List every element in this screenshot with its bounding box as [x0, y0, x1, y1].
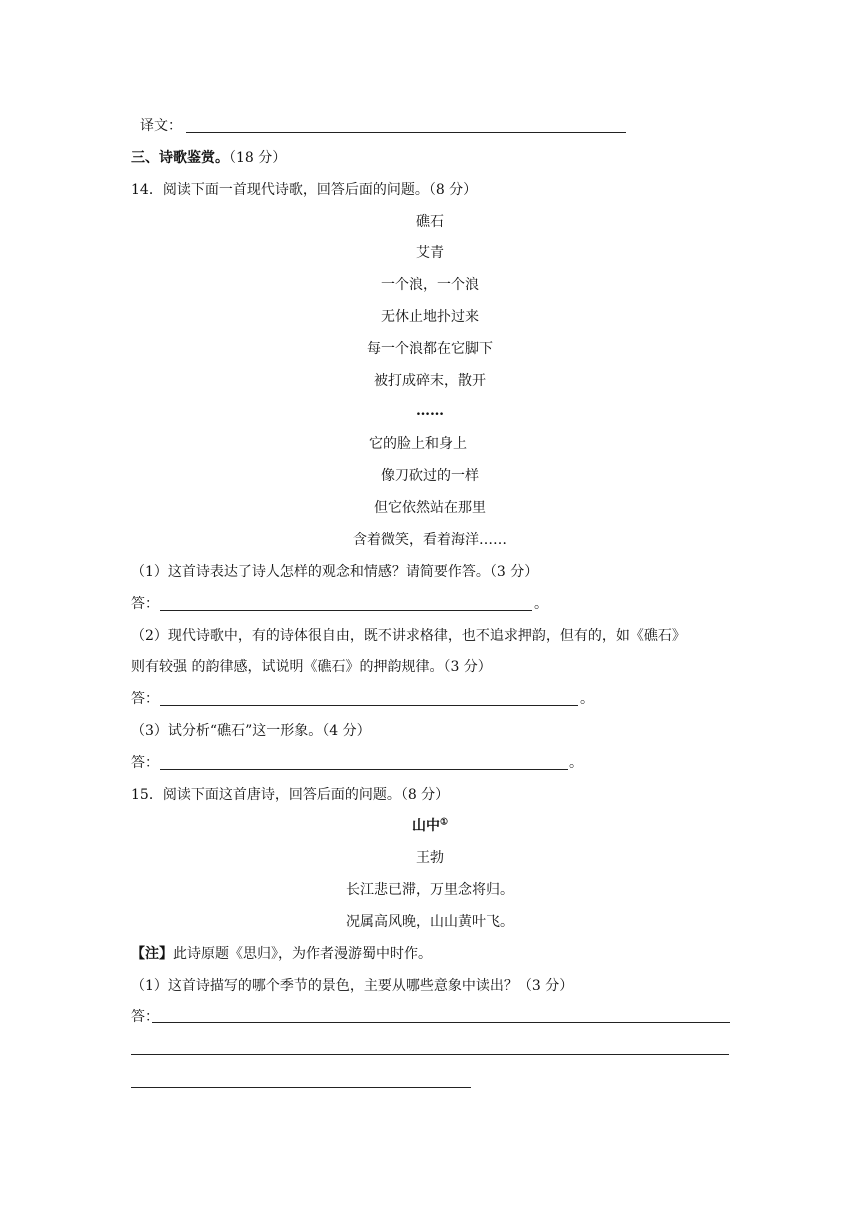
- answer-line-q15-1[interactable]: [152, 1022, 730, 1023]
- poem-line: 像刀砍过的一样: [381, 468, 479, 484]
- q14-sub3: （3）试分析“礁石”这一形象。（4 分）: [131, 723, 371, 739]
- poem-line: 但它依然站在那里: [374, 500, 486, 516]
- translation-label: 译文：: [140, 118, 182, 134]
- poem-line: 被打成碎末，散开: [374, 373, 486, 389]
- section-heading: [131, 148, 286, 168]
- poem-line: 含着微笑，看着海洋……: [353, 532, 507, 548]
- answer-end: 。: [534, 596, 548, 612]
- answer-label: 答：: [131, 755, 159, 771]
- answer-line-q14-1[interactable]: [160, 610, 532, 611]
- q14-sub2-line2: 则有较强 的韵律感，试说明《礁石》的押韵规律。（3 分）: [131, 659, 492, 675]
- poem-line: 一个浪，一个浪: [381, 277, 479, 293]
- poem-note: [131, 944, 432, 964]
- poem-author: 艾青: [416, 245, 444, 261]
- answer-end: 。: [580, 691, 594, 707]
- q14-sub2-line1: （2）现代诗歌中，有的诗体很自由，既不讲求格律，也不追求押韵，但有的，如《礁石》: [131, 628, 686, 644]
- question-15-stem: 15．阅读下面这首唐诗，回答后面的问题。（8 分）: [131, 787, 450, 803]
- answer-line-q14-3[interactable]: [160, 769, 568, 770]
- answer-label: 答：: [131, 1009, 159, 1025]
- section-title: 三、诗歌鉴赏。: [131, 150, 229, 166]
- poem-15-line: 况属高风晚，山山黄叶飞。: [346, 914, 514, 930]
- poem-15-line: 长江悲已滞，万里念将归。: [346, 882, 514, 898]
- poem-15-title-text: 山中: [411, 818, 440, 834]
- poem-ellipsis: ……: [416, 403, 444, 419]
- poem-line: 每一个浪都在它脚下: [367, 341, 493, 357]
- answer-line-q14-2[interactable]: [160, 705, 578, 706]
- poem-line: 无休止地扑过来: [381, 309, 479, 325]
- answer-line-q15-2[interactable]: [131, 1054, 729, 1055]
- answer-label: 答：: [131, 596, 159, 612]
- translation-answer-line[interactable]: [186, 132, 626, 133]
- note-label: 【注】: [131, 946, 173, 962]
- poem-title: 礁石: [416, 214, 444, 230]
- note-text: 此诗原题《思归》，为作者漫游蜀中时作。: [173, 946, 432, 962]
- footnote-mark: ①: [439, 817, 449, 828]
- poem-line: 它的脸上和身上: [369, 436, 467, 452]
- q14-sub1: （1）这首诗表达了诗人怎样的观念和情感？请简要作答。（3 分）: [131, 564, 539, 580]
- section-score: （18 分）: [229, 150, 287, 166]
- poem-15-author: 王勃: [416, 850, 444, 866]
- answer-end: 。: [569, 755, 583, 771]
- q15-sub1: （1）这首诗描写的哪个季节的景色，主要从哪些意象中读出？（3 分）: [131, 978, 574, 994]
- answer-label: 答：: [131, 691, 159, 707]
- poem-15-title: [0, 816, 860, 836]
- answer-line-q15-3[interactable]: [131, 1087, 471, 1088]
- question-14-stem: 14．阅读下面一首现代诗歌，回答后面的问题。（8 分）: [131, 182, 478, 198]
